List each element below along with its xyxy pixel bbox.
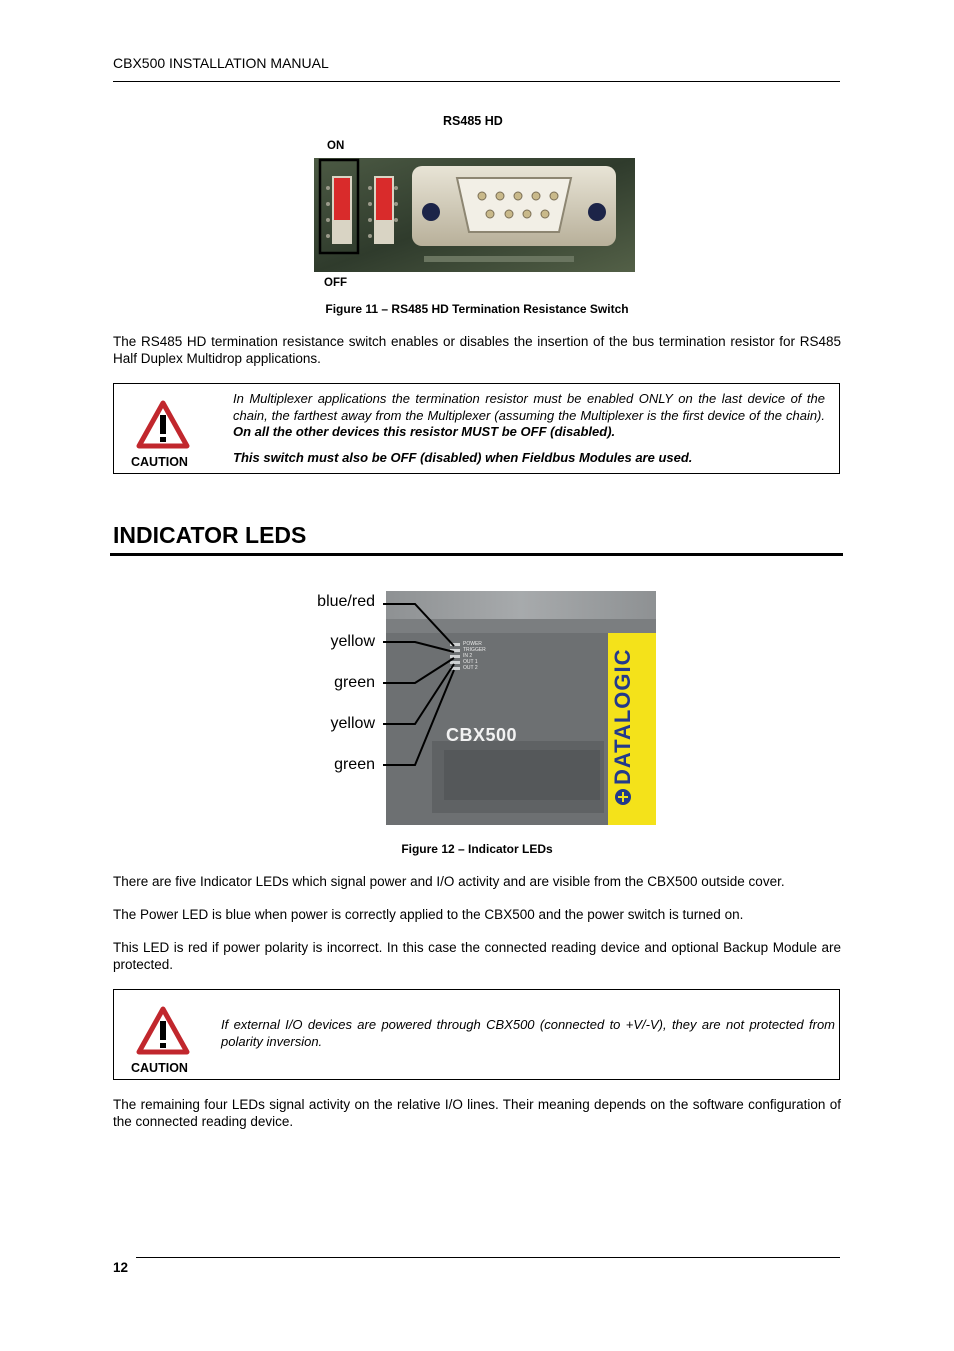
led-indicator-label: POWER xyxy=(463,641,482,647)
section-heading: INDICATOR LEDS xyxy=(113,522,307,548)
caution-text: If external I/O devices are powered through CBX500 (connected to +V/-V), they are not protected from polarity inversion. xyxy=(221,1017,835,1049)
led-label-trigger: yellow xyxy=(330,633,375,650)
caution-box xyxy=(113,989,840,1080)
led-label-power: blue/red xyxy=(317,593,375,610)
caution-text-normal: In Multiplexer applications the termination resistor must be enabled ONLY on the last device of the chain, the farthest away from the Multiplexer (assuming the Multiplexer is the first device of the chain). xyxy=(233,391,825,423)
figure11-title: RS485 HD xyxy=(443,114,503,128)
paragraph: This LED is red if power polarity is incorrect. In this case the connected reading device and optional Backup Module are protected. xyxy=(113,940,841,972)
header-rule xyxy=(113,81,840,82)
rs485-switch-photo xyxy=(314,158,635,272)
figure12-caption: Figure 12 – Indicator LEDs xyxy=(401,842,553,856)
caution-text-fieldbus: This switch must also be OFF (disabled) when Fieldbus Modules are used. xyxy=(233,450,693,465)
model-name: CBX500 xyxy=(446,725,518,745)
section-rule xyxy=(110,553,843,556)
brand-container xyxy=(608,633,656,825)
brand-mark-icon xyxy=(615,789,631,805)
switch-on-label: ON xyxy=(327,140,345,152)
warning-triangle-icon xyxy=(136,1006,190,1056)
brand-name: DATALOGIC xyxy=(610,648,635,785)
paragraph: The Power LED is blue when power is correctly applied to the CBX500 and the power switch is turned on. xyxy=(113,907,744,922)
led-label-out1: yellow xyxy=(330,715,375,732)
figure11-caption: Figure 11 – RS485 HD Termination Resistance Switch xyxy=(325,302,629,316)
led-indicator-label: OUT 1 xyxy=(463,659,478,665)
warning-triangle-icon xyxy=(136,400,190,450)
caution-label: CAUTION xyxy=(131,1061,188,1075)
caution-text xyxy=(233,391,825,441)
footer-rule xyxy=(136,1257,840,1258)
leader-line-trigger xyxy=(383,642,454,652)
caution-box xyxy=(113,383,840,474)
paragraph: The RS485 HD termination resistance switch enables or disables the insertion of the bus termination resistor for RS485 Half Duplex Multidrop applications. xyxy=(113,334,841,366)
led-label-in2: green xyxy=(334,674,375,691)
paragraph: The remaining four LEDs signal activity on the relative I/O lines. Their meaning depends on the software configuration of the connected reading device. xyxy=(113,1097,841,1129)
caution-label: CAUTION xyxy=(131,455,188,469)
led-indicator-label: TRIGGER xyxy=(463,647,486,653)
running-header: CBX500 INSTALLATION MANUAL xyxy=(113,55,329,71)
page-number: 12 xyxy=(113,1260,129,1275)
leader-line-power xyxy=(383,604,454,646)
brand-logo xyxy=(610,645,636,805)
led-label-out2: green xyxy=(334,756,375,773)
switch-off-label: OFF xyxy=(324,277,347,289)
caution-text-bold: On all the other devices this resistor MUST be OFF (disabled). xyxy=(233,424,616,439)
paragraph: There are five Indicator LEDs which signal power and I/O activity and are visible from the CBX500 outside cover. xyxy=(113,874,785,889)
led-indicator-label: IN 2 xyxy=(463,653,473,659)
led-indicator-label: OUT 2 xyxy=(463,665,478,671)
